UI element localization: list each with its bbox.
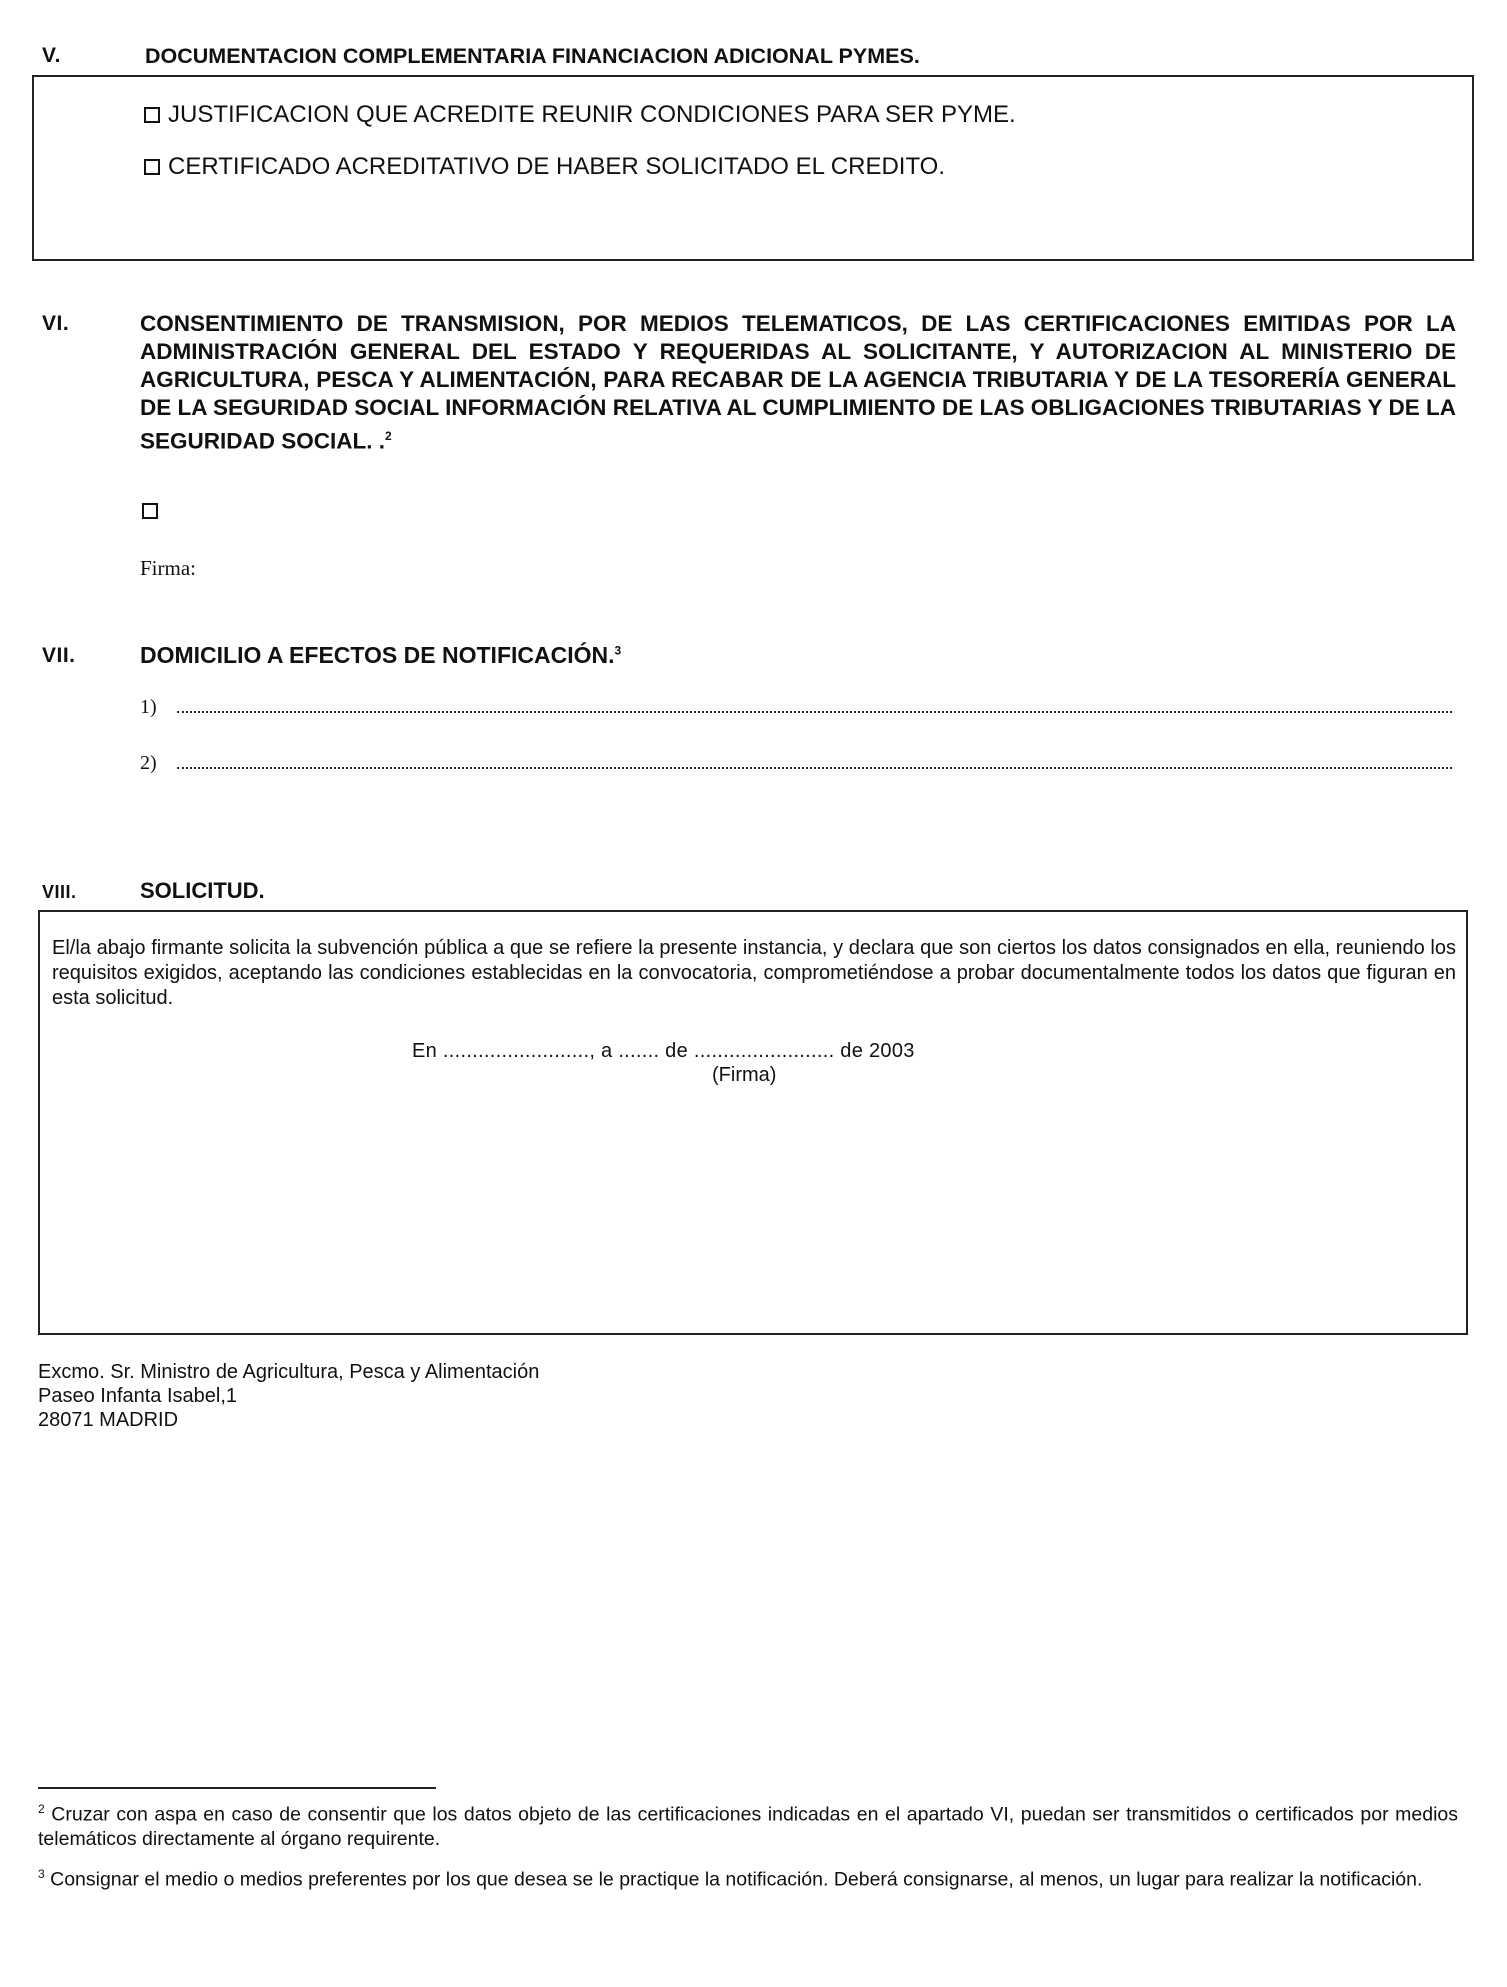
footnote-3 [38, 1862, 1458, 1892]
credit-certificate-checkbox[interactable] [144, 159, 160, 175]
address-line-1-field[interactable] [177, 697, 1452, 713]
address-line-2[interactable] [140, 752, 1452, 775]
address-line-2-field[interactable] [177, 753, 1452, 769]
pyme-justification-option[interactable] [144, 101, 1016, 129]
section-v-box [32, 75, 1474, 261]
date-line: En ........................., a ....... de ........................ de 2003 [412, 1040, 915, 1062]
section-vii-title-text: DOMICILIO A EFECTOS DE NOTIFICACIÓN. [140, 642, 615, 668]
section-vii-number: VII. [42, 644, 76, 667]
footnote-separator [38, 1787, 436, 1789]
footnote-3-number: 3 [38, 1867, 45, 1881]
footnote-ref-2: 2 [385, 429, 392, 443]
section-vi-title-text: CONSENTIMIENTO DE TRANSMISION, POR MEDIOS TELEMATICOS, DE LAS CERTIFICACIONES EMITIDAS POR LA ADMINISTRACIÓN GENERAL DEL ESTADO Y REQUERIDAS AL SOLICITANTE, Y AUTORIZACION AL MINISTERIO DE AGRICULTURA, PESCA Y ALIMENTACIÓN, PARA RECABAR DE LA AGENCIA TRIBUTARIA Y DE LA TESORERÍA GENERAL DE LA SEGURIDAD SOCIAL INFORMACIÓN RELATIVA AL CUMPLIMIENTO DE LAS OBLIGACIONES TRIBUTARIAS Y DE LA SEGURIDAD SOCIAL. . [140, 311, 1456, 454]
signature-caption: (Firma) [712, 1064, 777, 1086]
section-viii-title: SOLICITUD. [140, 878, 265, 903]
consent-checkbox[interactable] [142, 503, 158, 519]
section-vii-title [140, 642, 621, 669]
footnote-3-text: Consignar el medio o medios preferentes por los que desea se le practique la notificación. Deberá consignarse, al menos, un lugar para realizar la notificación. [50, 1868, 1423, 1891]
signature-label: Firma: [140, 556, 196, 580]
recipient-line-1: Excmo. Sr. Ministro de Agricultura, Pesca y Alimentación [38, 1361, 540, 1383]
recipient-line-3: 28071 MADRID [38, 1409, 179, 1431]
section-vi-title [140, 310, 1456, 456]
footnote-ref-3: 3 [614, 643, 622, 658]
credit-certificate-label: CERTIFICADO ACREDITATIVO DE HABER SOLICITADO EL CREDITO. [168, 153, 946, 180]
footnote-2-text: Cruzar con aspa en caso de consentir que los datos objeto de las certificaciones indicadas en el apartado VI, puedan ser transmitidos o certificados por medios telemáticos directamente al órgano requirente. [38, 1803, 1459, 1850]
pyme-justification-label: JUSTIFICACION QUE ACREDITE REUNIR CONDICIONES PARA SER PYME. [168, 101, 1016, 128]
footnote-2 [38, 1797, 1458, 1851]
recipient-line-2: Paseo Infanta Isabel,1 [38, 1385, 238, 1407]
section-viii-box [38, 910, 1468, 1335]
address-line-1[interactable] [140, 696, 1452, 719]
section-viii-number: VIII. [42, 882, 77, 902]
section-v-title: DOCUMENTACION COMPLEMENTARIA FINANCIACION ADICIONAL PYMES. [145, 44, 920, 68]
address-line-1-label: 1) [140, 696, 157, 718]
section-v-number: V. [42, 44, 61, 67]
pyme-justification-checkbox[interactable] [144, 107, 160, 123]
section-vi-number: VI. [42, 312, 70, 335]
address-line-2-label: 2) [140, 752, 157, 774]
footnote-2-number: 2 [38, 1802, 45, 1816]
credit-certificate-option[interactable] [144, 153, 945, 181]
recipient-address [38, 1360, 539, 1432]
solicitud-text: El/la abajo firmante solicita la subvención pública a que se refiere la presente instancia, y declara que son ciertos los datos consignados en ella, reuniendo los requisitos exigidos, aceptando las condiciones establecidas en la convocatoria, comprometiéndose a probar documentalmente todos los datos que figuran en esta solicitud. [52, 937, 1456, 1009]
